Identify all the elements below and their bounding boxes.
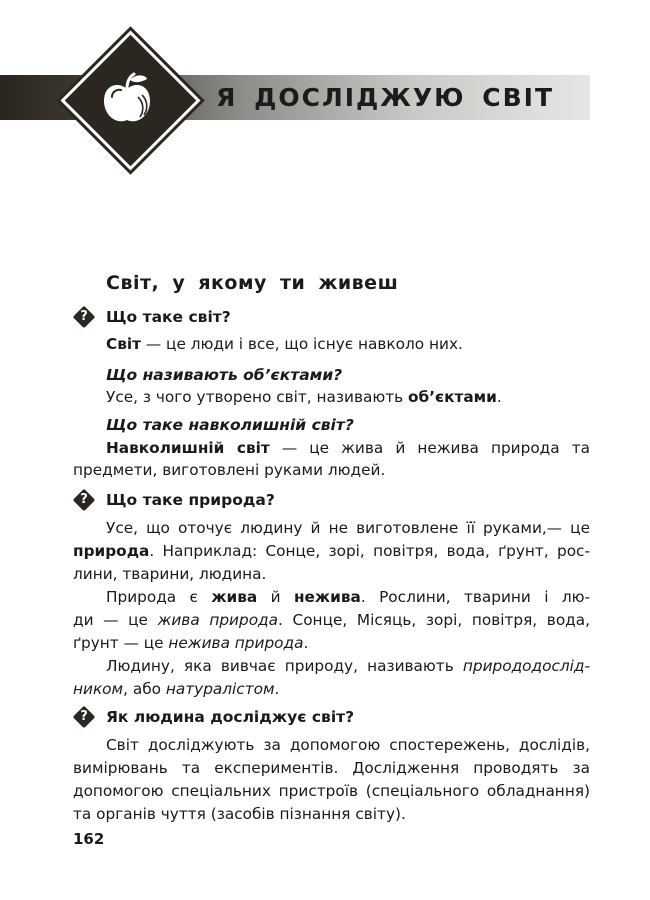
question-text: Як людина досліджує світ? bbox=[106, 708, 355, 726]
answer-text: — це жива й нежива природа та bbox=[269, 439, 590, 457]
term-naturalist-researcher: ником bbox=[73, 680, 124, 698]
question-text: Що таке природа? bbox=[106, 491, 275, 509]
apple-icon bbox=[94, 67, 160, 133]
answer-line: предмети, виготовлені руками людей. bbox=[73, 461, 386, 479]
paragraph-line: допомогою спеціальних пристроїв (спеціального обладнання) bbox=[73, 782, 590, 800]
answer-line bbox=[106, 333, 463, 355]
paragraph-text: . Наприклад: Сонце, зорі, повітря, вода, ґрунт, рос- bbox=[149, 542, 590, 560]
question-what-is-nature bbox=[73, 487, 275, 513]
paragraph-text: ди — це bbox=[73, 611, 158, 629]
paragraph-text: Природа є bbox=[106, 588, 212, 606]
page-number: 162 bbox=[73, 830, 105, 848]
paragraph-line bbox=[106, 655, 590, 677]
paragraph-text: . Рослини, тварини і лю- bbox=[360, 588, 591, 606]
subquestion-environment: Що таке навколишній світ? bbox=[106, 416, 354, 434]
paragraph-line: Світ досліджують за допомогою спостережень, дослідів, bbox=[106, 736, 590, 754]
term-objects: об’єктами bbox=[408, 388, 497, 406]
section-heading: Світ, у якому ти живеш bbox=[106, 272, 399, 294]
paragraph-text: . bbox=[274, 680, 280, 698]
paragraph-text: . Сонце, Місяць, зорі, повітря, вода, bbox=[278, 611, 590, 629]
paragraph-line bbox=[73, 540, 590, 562]
paragraph-line bbox=[106, 586, 590, 608]
answer-line bbox=[106, 386, 502, 408]
question-how-explore bbox=[73, 704, 354, 730]
answer-text: — це люди і все, що існує навколо них. bbox=[141, 335, 463, 353]
answer-text: Усе, з чого утворено світ, називають bbox=[106, 388, 409, 406]
banner-title: Я ДОСЛІДЖУЮ СВІТ bbox=[216, 83, 554, 112]
answer-line bbox=[106, 437, 590, 459]
answer-text: . bbox=[496, 388, 502, 406]
subquestion-objects: Що називають об’єктами? bbox=[106, 366, 343, 384]
paragraph-line bbox=[73, 678, 279, 700]
paragraph-text: й bbox=[257, 588, 294, 606]
paragraph-text: . bbox=[303, 634, 309, 652]
paragraph-text: Людину, яка вивчає природу, називають bbox=[106, 657, 463, 675]
term-living-nature: жива природа bbox=[157, 611, 279, 629]
term-nature: природа bbox=[73, 542, 150, 560]
question-icon: ? bbox=[73, 489, 95, 511]
term-living: жива bbox=[211, 588, 258, 606]
paragraph-line: Усе, що оточує людину й не виготовлене її руками,— це bbox=[106, 519, 590, 537]
paragraph-line: лини, тварини, людина. bbox=[73, 565, 267, 583]
paragraph-line bbox=[73, 632, 308, 654]
term-environment: Навколишній світ bbox=[106, 439, 270, 457]
term-nonliving: нежива bbox=[293, 588, 361, 606]
question-what-is-world bbox=[73, 304, 231, 330]
question-icon: ? bbox=[73, 306, 95, 328]
term-naturalist-researcher: природодослід- bbox=[462, 657, 590, 675]
paragraph-text: , або bbox=[123, 680, 166, 698]
term-nonliving-nature: нежива природа bbox=[168, 634, 304, 652]
term-world: Світ bbox=[106, 335, 142, 353]
paragraph-line: вимірювань та експериментів. Дослідження проводять за bbox=[73, 759, 590, 777]
paragraph-line bbox=[73, 609, 590, 631]
question-icon: ? bbox=[73, 706, 95, 728]
term-naturalist: натуралістом bbox=[165, 680, 275, 698]
paragraph-text: ґрунт — це bbox=[73, 634, 169, 652]
paragraph-line: та органів чуття (засобів пізнання світу). bbox=[73, 805, 406, 823]
question-text: Що таке світ? bbox=[106, 308, 231, 326]
